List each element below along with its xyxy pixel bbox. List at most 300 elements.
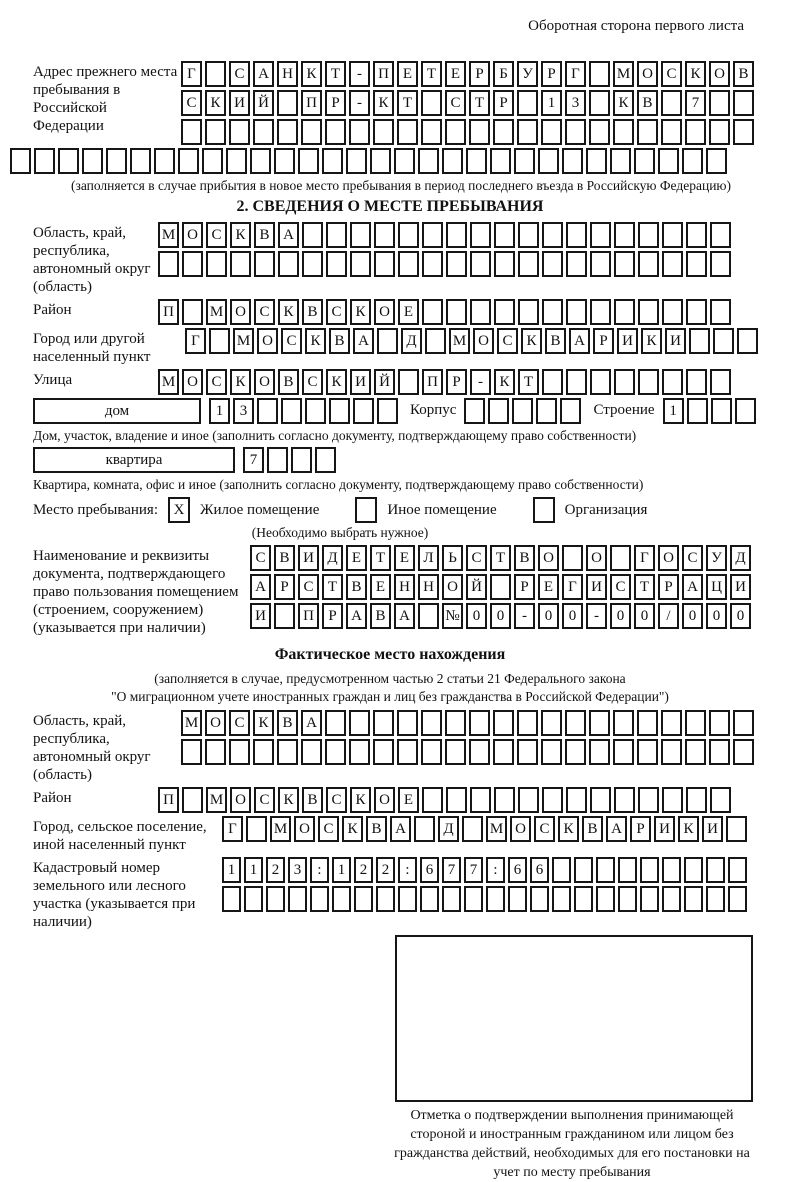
char-cell[interactable]: В bbox=[733, 61, 754, 87]
char-cell[interactable] bbox=[590, 299, 611, 325]
char-cell[interactable] bbox=[325, 739, 346, 765]
stay-option-organization-checkbox[interactable] bbox=[533, 497, 555, 523]
char-cell[interactable]: Д bbox=[730, 545, 751, 571]
char-cell[interactable]: О bbox=[230, 299, 251, 325]
char-cell[interactable]: И bbox=[617, 328, 638, 354]
char-cell[interactable] bbox=[686, 222, 707, 248]
char-cell[interactable] bbox=[466, 148, 487, 174]
char-cell[interactable] bbox=[710, 299, 731, 325]
char-cell[interactable] bbox=[710, 787, 731, 813]
char-cell[interactable]: К bbox=[278, 787, 299, 813]
char-cell[interactable]: В bbox=[370, 603, 391, 629]
char-cell[interactable]: Р bbox=[274, 574, 295, 600]
char-cell[interactable]: В bbox=[277, 710, 298, 736]
char-cell[interactable]: Л bbox=[418, 545, 439, 571]
char-cell[interactable] bbox=[518, 251, 539, 277]
char-cell[interactable]: М bbox=[181, 710, 202, 736]
char-cell[interactable]: И bbox=[229, 90, 250, 116]
char-cell[interactable]: 6 bbox=[530, 857, 549, 883]
char-cell[interactable] bbox=[398, 369, 419, 395]
char-cell[interactable] bbox=[202, 148, 223, 174]
char-cell[interactable] bbox=[638, 787, 659, 813]
char-cell[interactable]: Е bbox=[538, 574, 559, 600]
char-cell[interactable]: В bbox=[278, 369, 299, 395]
char-cell[interactable] bbox=[686, 787, 707, 813]
char-cell[interactable] bbox=[422, 222, 443, 248]
char-cell[interactable]: У bbox=[517, 61, 538, 87]
char-cell[interactable] bbox=[350, 251, 371, 277]
char-cell[interactable]: Ц bbox=[706, 574, 727, 600]
char-cell[interactable] bbox=[728, 886, 747, 912]
char-cell[interactable] bbox=[542, 299, 563, 325]
char-cell[interactable]: С bbox=[326, 299, 347, 325]
char-cell[interactable] bbox=[586, 148, 607, 174]
char-cell[interactable] bbox=[517, 739, 538, 765]
char-cell[interactable]: М bbox=[486, 816, 507, 842]
char-cell[interactable] bbox=[209, 328, 230, 354]
char-cell[interactable]: 7 bbox=[442, 857, 461, 883]
char-cell[interactable]: К bbox=[278, 299, 299, 325]
char-cell[interactable]: К bbox=[253, 710, 274, 736]
char-cell[interactable]: А bbox=[606, 816, 627, 842]
char-cell[interactable]: И bbox=[730, 574, 751, 600]
char-cell[interactable]: / bbox=[658, 603, 679, 629]
char-cell[interactable] bbox=[469, 119, 490, 145]
char-cell[interactable] bbox=[488, 398, 509, 424]
char-cell[interactable] bbox=[464, 398, 485, 424]
char-cell[interactable] bbox=[662, 369, 683, 395]
char-cell[interactable]: А bbox=[353, 328, 374, 354]
char-cell[interactable] bbox=[205, 61, 226, 87]
char-cell[interactable]: А bbox=[278, 222, 299, 248]
char-cell[interactable] bbox=[614, 222, 635, 248]
char-cell[interactable]: О bbox=[257, 328, 278, 354]
char-cell[interactable] bbox=[542, 222, 563, 248]
char-cell[interactable]: О bbox=[374, 787, 395, 813]
char-cell[interactable] bbox=[711, 398, 732, 424]
char-cell[interactable]: В bbox=[366, 816, 387, 842]
char-cell[interactable] bbox=[518, 787, 539, 813]
char-cell[interactable]: Й bbox=[253, 90, 274, 116]
char-cell[interactable] bbox=[590, 369, 611, 395]
stay-option-other-checkbox[interactable] bbox=[355, 497, 377, 523]
char-cell[interactable] bbox=[486, 886, 505, 912]
char-cell[interactable] bbox=[205, 739, 226, 765]
char-cell[interactable] bbox=[315, 447, 336, 473]
char-cell[interactable]: - bbox=[586, 603, 607, 629]
char-cell[interactable]: 3 bbox=[565, 90, 586, 116]
char-cell[interactable]: Н bbox=[418, 574, 439, 600]
char-cell[interactable] bbox=[181, 119, 202, 145]
char-cell[interactable] bbox=[490, 148, 511, 174]
char-cell[interactable]: Й bbox=[374, 369, 395, 395]
char-cell[interactable] bbox=[589, 61, 610, 87]
char-cell[interactable]: 6 bbox=[420, 857, 439, 883]
char-cell[interactable]: А bbox=[250, 574, 271, 600]
char-cell[interactable] bbox=[682, 148, 703, 174]
char-cell[interactable] bbox=[34, 148, 55, 174]
char-cell[interactable] bbox=[490, 574, 511, 600]
char-cell[interactable] bbox=[514, 148, 535, 174]
char-cell[interactable] bbox=[589, 739, 610, 765]
char-cell[interactable] bbox=[686, 299, 707, 325]
char-cell[interactable] bbox=[574, 886, 593, 912]
char-cell[interactable] bbox=[614, 787, 635, 813]
char-cell[interactable] bbox=[541, 739, 562, 765]
char-cell[interactable] bbox=[246, 816, 267, 842]
char-cell[interactable] bbox=[373, 710, 394, 736]
char-cell[interactable]: В bbox=[637, 90, 658, 116]
char-cell[interactable] bbox=[332, 886, 351, 912]
char-cell[interactable]: Р bbox=[493, 90, 514, 116]
char-cell[interactable]: Т bbox=[322, 574, 343, 600]
char-cell[interactable] bbox=[445, 119, 466, 145]
char-cell[interactable] bbox=[373, 739, 394, 765]
char-cell[interactable]: К bbox=[230, 369, 251, 395]
char-cell[interactable]: О bbox=[510, 816, 531, 842]
char-cell[interactable] bbox=[305, 398, 326, 424]
char-cell[interactable] bbox=[277, 739, 298, 765]
char-cell[interactable]: С bbox=[229, 710, 250, 736]
char-cell[interactable] bbox=[442, 148, 463, 174]
char-cell[interactable] bbox=[710, 222, 731, 248]
char-cell[interactable] bbox=[662, 857, 681, 883]
char-cell[interactable]: К bbox=[305, 328, 326, 354]
char-cell[interactable] bbox=[158, 251, 179, 277]
char-cell[interactable]: У bbox=[706, 545, 727, 571]
char-cell[interactable]: Р bbox=[325, 90, 346, 116]
char-cell[interactable]: 7 bbox=[685, 90, 706, 116]
char-cell[interactable]: А bbox=[346, 603, 367, 629]
char-cell[interactable]: П bbox=[158, 787, 179, 813]
char-cell[interactable]: 1 bbox=[332, 857, 351, 883]
char-cell[interactable] bbox=[301, 119, 322, 145]
char-cell[interactable]: Т bbox=[634, 574, 655, 600]
char-cell[interactable] bbox=[518, 222, 539, 248]
char-cell[interactable] bbox=[394, 148, 415, 174]
char-cell[interactable] bbox=[274, 603, 295, 629]
char-cell[interactable]: О bbox=[294, 816, 315, 842]
char-cell[interactable] bbox=[684, 886, 703, 912]
char-cell[interactable]: - bbox=[349, 61, 370, 87]
char-cell[interactable]: О bbox=[637, 61, 658, 87]
char-cell[interactable]: П bbox=[373, 61, 394, 87]
char-cell[interactable]: Д bbox=[322, 545, 343, 571]
char-cell[interactable]: С bbox=[302, 369, 323, 395]
char-cell[interactable]: 2 bbox=[376, 857, 395, 883]
char-cell[interactable] bbox=[106, 148, 127, 174]
char-cell[interactable] bbox=[446, 251, 467, 277]
char-cell[interactable] bbox=[58, 148, 79, 174]
char-cell[interactable]: 0 bbox=[610, 603, 631, 629]
char-cell[interactable]: Н bbox=[277, 61, 298, 87]
char-cell[interactable]: С bbox=[466, 545, 487, 571]
char-cell[interactable] bbox=[640, 886, 659, 912]
char-cell[interactable] bbox=[637, 739, 658, 765]
char-cell[interactable]: Д bbox=[401, 328, 422, 354]
char-cell[interactable] bbox=[661, 710, 682, 736]
char-cell[interactable] bbox=[613, 739, 634, 765]
char-cell[interactable]: Ь bbox=[442, 545, 463, 571]
char-cell[interactable]: Г bbox=[181, 61, 202, 87]
char-cell[interactable]: 3 bbox=[288, 857, 307, 883]
char-cell[interactable] bbox=[536, 398, 557, 424]
char-cell[interactable]: М bbox=[158, 369, 179, 395]
char-cell[interactable]: : bbox=[398, 857, 417, 883]
char-cell[interactable]: С bbox=[534, 816, 555, 842]
char-cell[interactable] bbox=[662, 222, 683, 248]
char-cell[interactable] bbox=[277, 90, 298, 116]
char-cell[interactable] bbox=[422, 251, 443, 277]
char-cell[interactable] bbox=[374, 222, 395, 248]
char-cell[interactable] bbox=[618, 857, 637, 883]
char-cell[interactable] bbox=[610, 545, 631, 571]
char-cell[interactable]: О bbox=[586, 545, 607, 571]
char-cell[interactable]: И bbox=[250, 603, 271, 629]
char-cell[interactable] bbox=[566, 369, 587, 395]
char-cell[interactable]: - bbox=[470, 369, 491, 395]
char-cell[interactable]: Р bbox=[514, 574, 535, 600]
char-cell[interactable] bbox=[464, 886, 483, 912]
char-cell[interactable] bbox=[538, 148, 559, 174]
char-cell[interactable] bbox=[374, 251, 395, 277]
char-cell[interactable] bbox=[662, 787, 683, 813]
char-cell[interactable] bbox=[614, 299, 635, 325]
char-cell[interactable] bbox=[735, 398, 756, 424]
char-cell[interactable] bbox=[182, 299, 203, 325]
char-cell[interactable]: Т bbox=[518, 369, 539, 395]
char-cell[interactable] bbox=[244, 886, 263, 912]
char-cell[interactable] bbox=[376, 886, 395, 912]
char-cell[interactable] bbox=[541, 710, 562, 736]
char-cell[interactable] bbox=[709, 119, 730, 145]
char-cell[interactable] bbox=[686, 251, 707, 277]
char-cell[interactable] bbox=[288, 886, 307, 912]
char-cell[interactable] bbox=[709, 90, 730, 116]
char-cell[interactable] bbox=[530, 886, 549, 912]
char-cell[interactable] bbox=[589, 119, 610, 145]
char-cell[interactable]: О bbox=[473, 328, 494, 354]
char-cell[interactable]: С bbox=[318, 816, 339, 842]
char-cell[interactable]: И bbox=[350, 369, 371, 395]
char-cell[interactable] bbox=[82, 148, 103, 174]
char-cell[interactable] bbox=[182, 787, 203, 813]
char-cell[interactable]: К bbox=[641, 328, 662, 354]
char-cell[interactable] bbox=[302, 251, 323, 277]
char-cell[interactable]: Н bbox=[394, 574, 415, 600]
char-cell[interactable]: О bbox=[205, 710, 226, 736]
char-cell[interactable]: М bbox=[449, 328, 470, 354]
char-cell[interactable] bbox=[542, 369, 563, 395]
char-cell[interactable]: : bbox=[486, 857, 505, 883]
char-cell[interactable] bbox=[398, 251, 419, 277]
char-cell[interactable]: 0 bbox=[490, 603, 511, 629]
char-cell[interactable] bbox=[422, 299, 443, 325]
char-cell[interactable]: О bbox=[254, 369, 275, 395]
char-cell[interactable] bbox=[493, 739, 514, 765]
char-cell[interactable]: О bbox=[442, 574, 463, 600]
char-cell[interactable]: И bbox=[298, 545, 319, 571]
char-cell[interactable] bbox=[726, 816, 747, 842]
char-cell[interactable] bbox=[662, 251, 683, 277]
char-cell[interactable] bbox=[222, 886, 241, 912]
char-cell[interactable] bbox=[517, 90, 538, 116]
char-cell[interactable] bbox=[733, 90, 754, 116]
char-cell[interactable]: Е bbox=[398, 787, 419, 813]
char-cell[interactable] bbox=[230, 251, 251, 277]
char-cell[interactable]: 3 bbox=[233, 398, 254, 424]
char-cell[interactable]: В bbox=[514, 545, 535, 571]
char-cell[interactable] bbox=[445, 739, 466, 765]
char-cell[interactable]: А bbox=[569, 328, 590, 354]
char-cell[interactable]: Р bbox=[658, 574, 679, 600]
char-cell[interactable]: С bbox=[610, 574, 631, 600]
char-cell[interactable] bbox=[733, 710, 754, 736]
char-cell[interactable]: К bbox=[373, 90, 394, 116]
char-cell[interactable]: С bbox=[181, 90, 202, 116]
char-cell[interactable] bbox=[130, 148, 151, 174]
char-cell[interactable] bbox=[470, 299, 491, 325]
char-cell[interactable] bbox=[733, 739, 754, 765]
char-cell[interactable] bbox=[250, 148, 271, 174]
char-cell[interactable] bbox=[709, 739, 730, 765]
char-cell[interactable] bbox=[326, 222, 347, 248]
char-cell[interactable] bbox=[354, 886, 373, 912]
char-cell[interactable]: Т bbox=[421, 61, 442, 87]
char-cell[interactable]: Р bbox=[469, 61, 490, 87]
char-cell[interactable] bbox=[377, 328, 398, 354]
char-cell[interactable] bbox=[637, 710, 658, 736]
char-cell[interactable] bbox=[274, 148, 295, 174]
char-cell[interactable]: С bbox=[250, 545, 271, 571]
char-cell[interactable] bbox=[589, 90, 610, 116]
char-cell[interactable]: П bbox=[298, 603, 319, 629]
char-cell[interactable] bbox=[661, 90, 682, 116]
char-cell[interactable] bbox=[329, 398, 350, 424]
char-cell[interactable]: Е bbox=[370, 574, 391, 600]
char-cell[interactable]: А bbox=[682, 574, 703, 600]
char-cell[interactable]: О bbox=[538, 545, 559, 571]
char-cell[interactable] bbox=[470, 251, 491, 277]
char-cell[interactable]: К bbox=[558, 816, 579, 842]
char-cell[interactable] bbox=[574, 857, 593, 883]
char-cell[interactable]: Т bbox=[490, 545, 511, 571]
char-cell[interactable] bbox=[542, 251, 563, 277]
char-cell[interactable]: К bbox=[350, 787, 371, 813]
char-cell[interactable] bbox=[596, 857, 615, 883]
char-cell[interactable]: Т bbox=[469, 90, 490, 116]
char-cell[interactable] bbox=[566, 251, 587, 277]
char-cell[interactable] bbox=[267, 447, 288, 473]
char-cell[interactable] bbox=[494, 222, 515, 248]
char-cell[interactable] bbox=[614, 369, 635, 395]
char-cell[interactable]: А bbox=[301, 710, 322, 736]
char-cell[interactable] bbox=[493, 710, 514, 736]
char-cell[interactable] bbox=[398, 886, 417, 912]
char-cell[interactable]: Г bbox=[222, 816, 243, 842]
char-cell[interactable] bbox=[253, 119, 274, 145]
char-cell[interactable] bbox=[552, 886, 571, 912]
char-cell[interactable] bbox=[418, 603, 439, 629]
char-cell[interactable]: А bbox=[253, 61, 274, 87]
char-cell[interactable] bbox=[640, 857, 659, 883]
char-cell[interactable]: Т bbox=[397, 90, 418, 116]
char-cell[interactable]: К bbox=[326, 369, 347, 395]
char-cell[interactable] bbox=[706, 886, 725, 912]
char-cell[interactable] bbox=[542, 787, 563, 813]
char-cell[interactable]: 1 bbox=[663, 398, 684, 424]
char-cell[interactable]: В bbox=[302, 787, 323, 813]
char-cell[interactable] bbox=[421, 119, 442, 145]
char-cell[interactable] bbox=[421, 739, 442, 765]
char-cell[interactable] bbox=[613, 710, 634, 736]
char-cell[interactable] bbox=[713, 328, 734, 354]
char-cell[interactable] bbox=[661, 739, 682, 765]
char-cell[interactable] bbox=[706, 857, 725, 883]
char-cell[interactable]: К bbox=[230, 222, 251, 248]
char-cell[interactable] bbox=[446, 222, 467, 248]
char-cell[interactable]: 1 bbox=[222, 857, 241, 883]
char-cell[interactable] bbox=[446, 299, 467, 325]
char-cell[interactable] bbox=[281, 398, 302, 424]
char-cell[interactable] bbox=[517, 710, 538, 736]
char-cell[interactable]: 2 bbox=[354, 857, 373, 883]
char-cell[interactable] bbox=[687, 398, 708, 424]
char-cell[interactable] bbox=[349, 119, 370, 145]
char-cell[interactable]: С bbox=[497, 328, 518, 354]
char-cell[interactable]: Е bbox=[398, 299, 419, 325]
char-cell[interactable] bbox=[178, 148, 199, 174]
char-cell[interactable] bbox=[662, 299, 683, 325]
char-cell[interactable]: В bbox=[274, 545, 295, 571]
char-cell[interactable] bbox=[590, 222, 611, 248]
char-cell[interactable]: К bbox=[342, 816, 363, 842]
char-cell[interactable] bbox=[638, 222, 659, 248]
char-cell[interactable] bbox=[254, 251, 275, 277]
char-cell[interactable] bbox=[494, 299, 515, 325]
char-cell[interactable]: И bbox=[665, 328, 686, 354]
char-cell[interactable] bbox=[442, 886, 461, 912]
char-cell[interactable]: Е bbox=[397, 61, 418, 87]
char-cell[interactable]: 1 bbox=[244, 857, 263, 883]
char-cell[interactable]: М bbox=[233, 328, 254, 354]
char-cell[interactable] bbox=[373, 119, 394, 145]
char-cell[interactable]: В bbox=[254, 222, 275, 248]
char-cell[interactable] bbox=[291, 447, 312, 473]
char-cell[interactable]: Б bbox=[493, 61, 514, 87]
char-cell[interactable] bbox=[414, 816, 435, 842]
char-cell[interactable]: Р bbox=[541, 61, 562, 87]
char-cell[interactable] bbox=[377, 398, 398, 424]
char-cell[interactable] bbox=[662, 886, 681, 912]
char-cell[interactable] bbox=[686, 369, 707, 395]
char-cell[interactable] bbox=[638, 251, 659, 277]
char-cell[interactable] bbox=[494, 251, 515, 277]
char-cell[interactable] bbox=[508, 886, 527, 912]
char-cell[interactable] bbox=[350, 222, 371, 248]
char-cell[interactable] bbox=[349, 739, 370, 765]
char-cell[interactable]: Р bbox=[593, 328, 614, 354]
char-cell[interactable]: М bbox=[270, 816, 291, 842]
char-cell[interactable]: В bbox=[346, 574, 367, 600]
char-cell[interactable] bbox=[706, 148, 727, 174]
char-cell[interactable] bbox=[462, 816, 483, 842]
char-cell[interactable] bbox=[541, 119, 562, 145]
char-cell[interactable] bbox=[634, 148, 655, 174]
char-cell[interactable] bbox=[397, 119, 418, 145]
char-cell[interactable] bbox=[205, 119, 226, 145]
char-cell[interactable]: К bbox=[350, 299, 371, 325]
